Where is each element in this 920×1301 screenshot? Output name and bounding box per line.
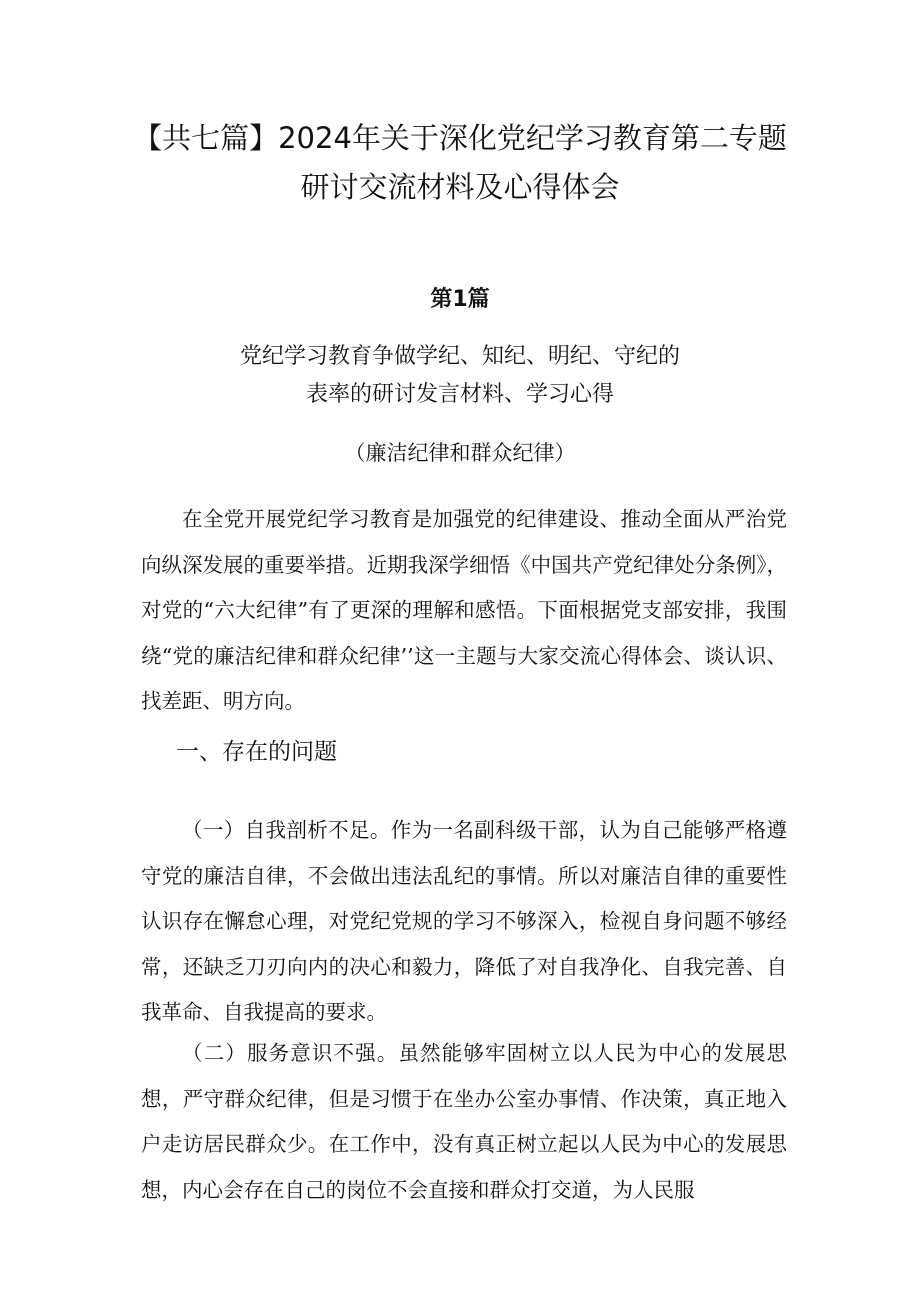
point-2-paragraph: （二）服务意识不强。虽然能够牢固树立以人民为中心的发展思想，严守群众纪律，但是习惯于在坐办公室办事情、作决策，真正地入户走访居民群众少。在工作中，没有真正树立起以人民为中心的发展思想，内心会存在自己的岗位不会直接和群众打交道，为人民服	[141, 1041, 787, 1202]
document-title-line-1: 【共七篇】2024年关于深化党纪学习教育第二专题	[133, 121, 787, 155]
part-subtitle: （廉洁纪律和群众纪律）	[344, 441, 576, 465]
part-title-line-2: 表率的研讨发言材料、学习心得	[305, 382, 614, 407]
document-title-line-2: 研讨交流材料及心得体会	[300, 170, 620, 204]
intro-paragraph: 在全党开展党纪学习教育是加强党的纪律建设、推动全面从严治党向纵深发展的重要举措。近期我深学细悟《中国共产党纪律处分条例》，对党的“六大纪律”有了更深的理解和感悟。下面根据党支部安排，我围绕“党的廉洁纪律和群众纪律’’这一主题与大家交流心得体会、谈认识、找差距、明方向。	[141, 507, 787, 713]
point-1-paragraph: （一）自我剖析不足。作为一名副科级干部，认为自己能够严格遵守党的廉洁自律，不会做出违法乱纪的事情。所以对廉洁自律的重要性认识存在懈怠心理，对党纪党规的学习不够深入，检视自身问题不够经常，还缺乏刀刃向内的决心和毅力，降低了对自我净化、自我完善、自我革命、自我提高的要求。	[141, 818, 787, 1024]
section-heading-problems: 一、存在的问题	[176, 739, 337, 765]
part-label: 第1篇	[430, 287, 490, 312]
part-title-line-1: 党纪学习教育争做学纪、知纪、明纪、守纪的	[239, 344, 680, 369]
